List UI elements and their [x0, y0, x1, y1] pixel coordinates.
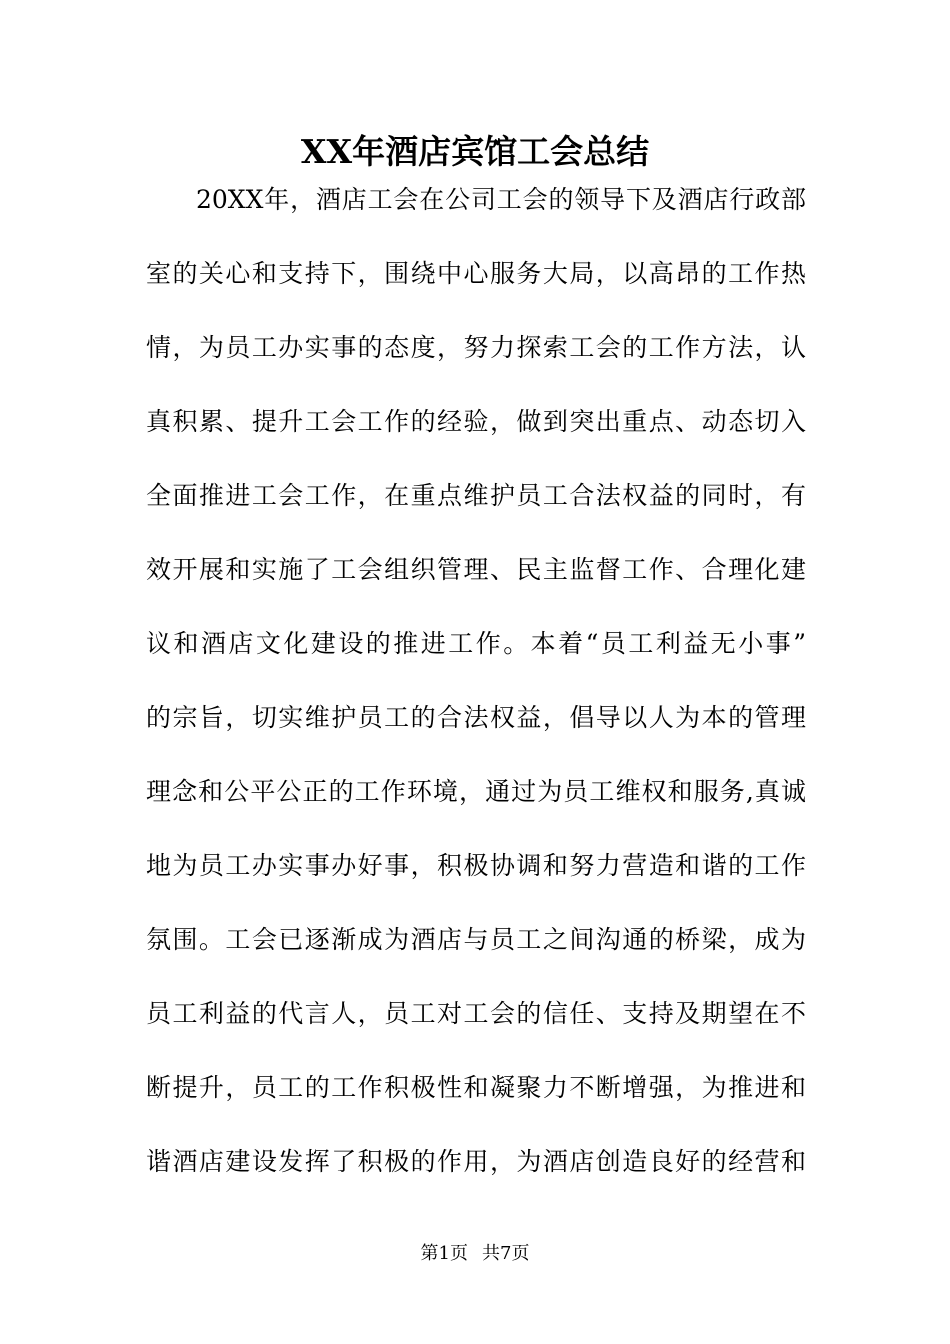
- document-body: [146, 180, 806, 1216]
- page-footer: [0, 1242, 950, 1266]
- body-line: 理念和公平公正的工作环境，通过为员工维权和服务,真诚: [146, 777, 806, 806]
- document-title: XX年酒店宾馆工会总结: [300, 132, 650, 171]
- body-line: 20XX年，酒店工会在公司工会的领导下及酒店行政部: [196, 185, 806, 214]
- body-line: 效开展和实施了工会组织管理、民主监督工作、合理化建: [146, 555, 806, 584]
- page-number: 第1页: [420, 1243, 468, 1264]
- page-total: 共7页: [482, 1243, 530, 1264]
- body-line: 真积累、提升工会工作的经验，做到突出重点、动态切入: [146, 407, 806, 436]
- body-line: 员工利益的代言人，员工对工会的信任、支持及期望在不: [146, 999, 806, 1028]
- body-line: 议和酒店文化建设的推进工作。本着“员工利益无小事”: [146, 629, 806, 658]
- body-line: 地为员工办实事办好事，积极协调和努力营造和谐的工作: [146, 851, 806, 880]
- body-line: 谐酒店建设发挥了积极的作用，为酒店创造良好的经营和: [146, 1147, 806, 1176]
- body-line: 断提升，员工的工作积极性和凝聚力不断增强，为推进和: [146, 1073, 806, 1102]
- body-line: 的宗旨，切实维护员工的合法权益，倡导以人为本的管理: [146, 703, 806, 732]
- body-line: 全面推进工会工作，在重点维护员工合法权益的同时，有: [146, 481, 806, 510]
- body-line: 室的关心和支持下，围绕中心服务大局，以高昂的工作热: [146, 259, 806, 288]
- body-line: 情，为员工办实事的态度，努力探索工会的工作方法，认: [146, 333, 806, 362]
- body-line: 氛围。工会已逐渐成为酒店与员工之间沟通的桥梁，成为: [146, 925, 806, 954]
